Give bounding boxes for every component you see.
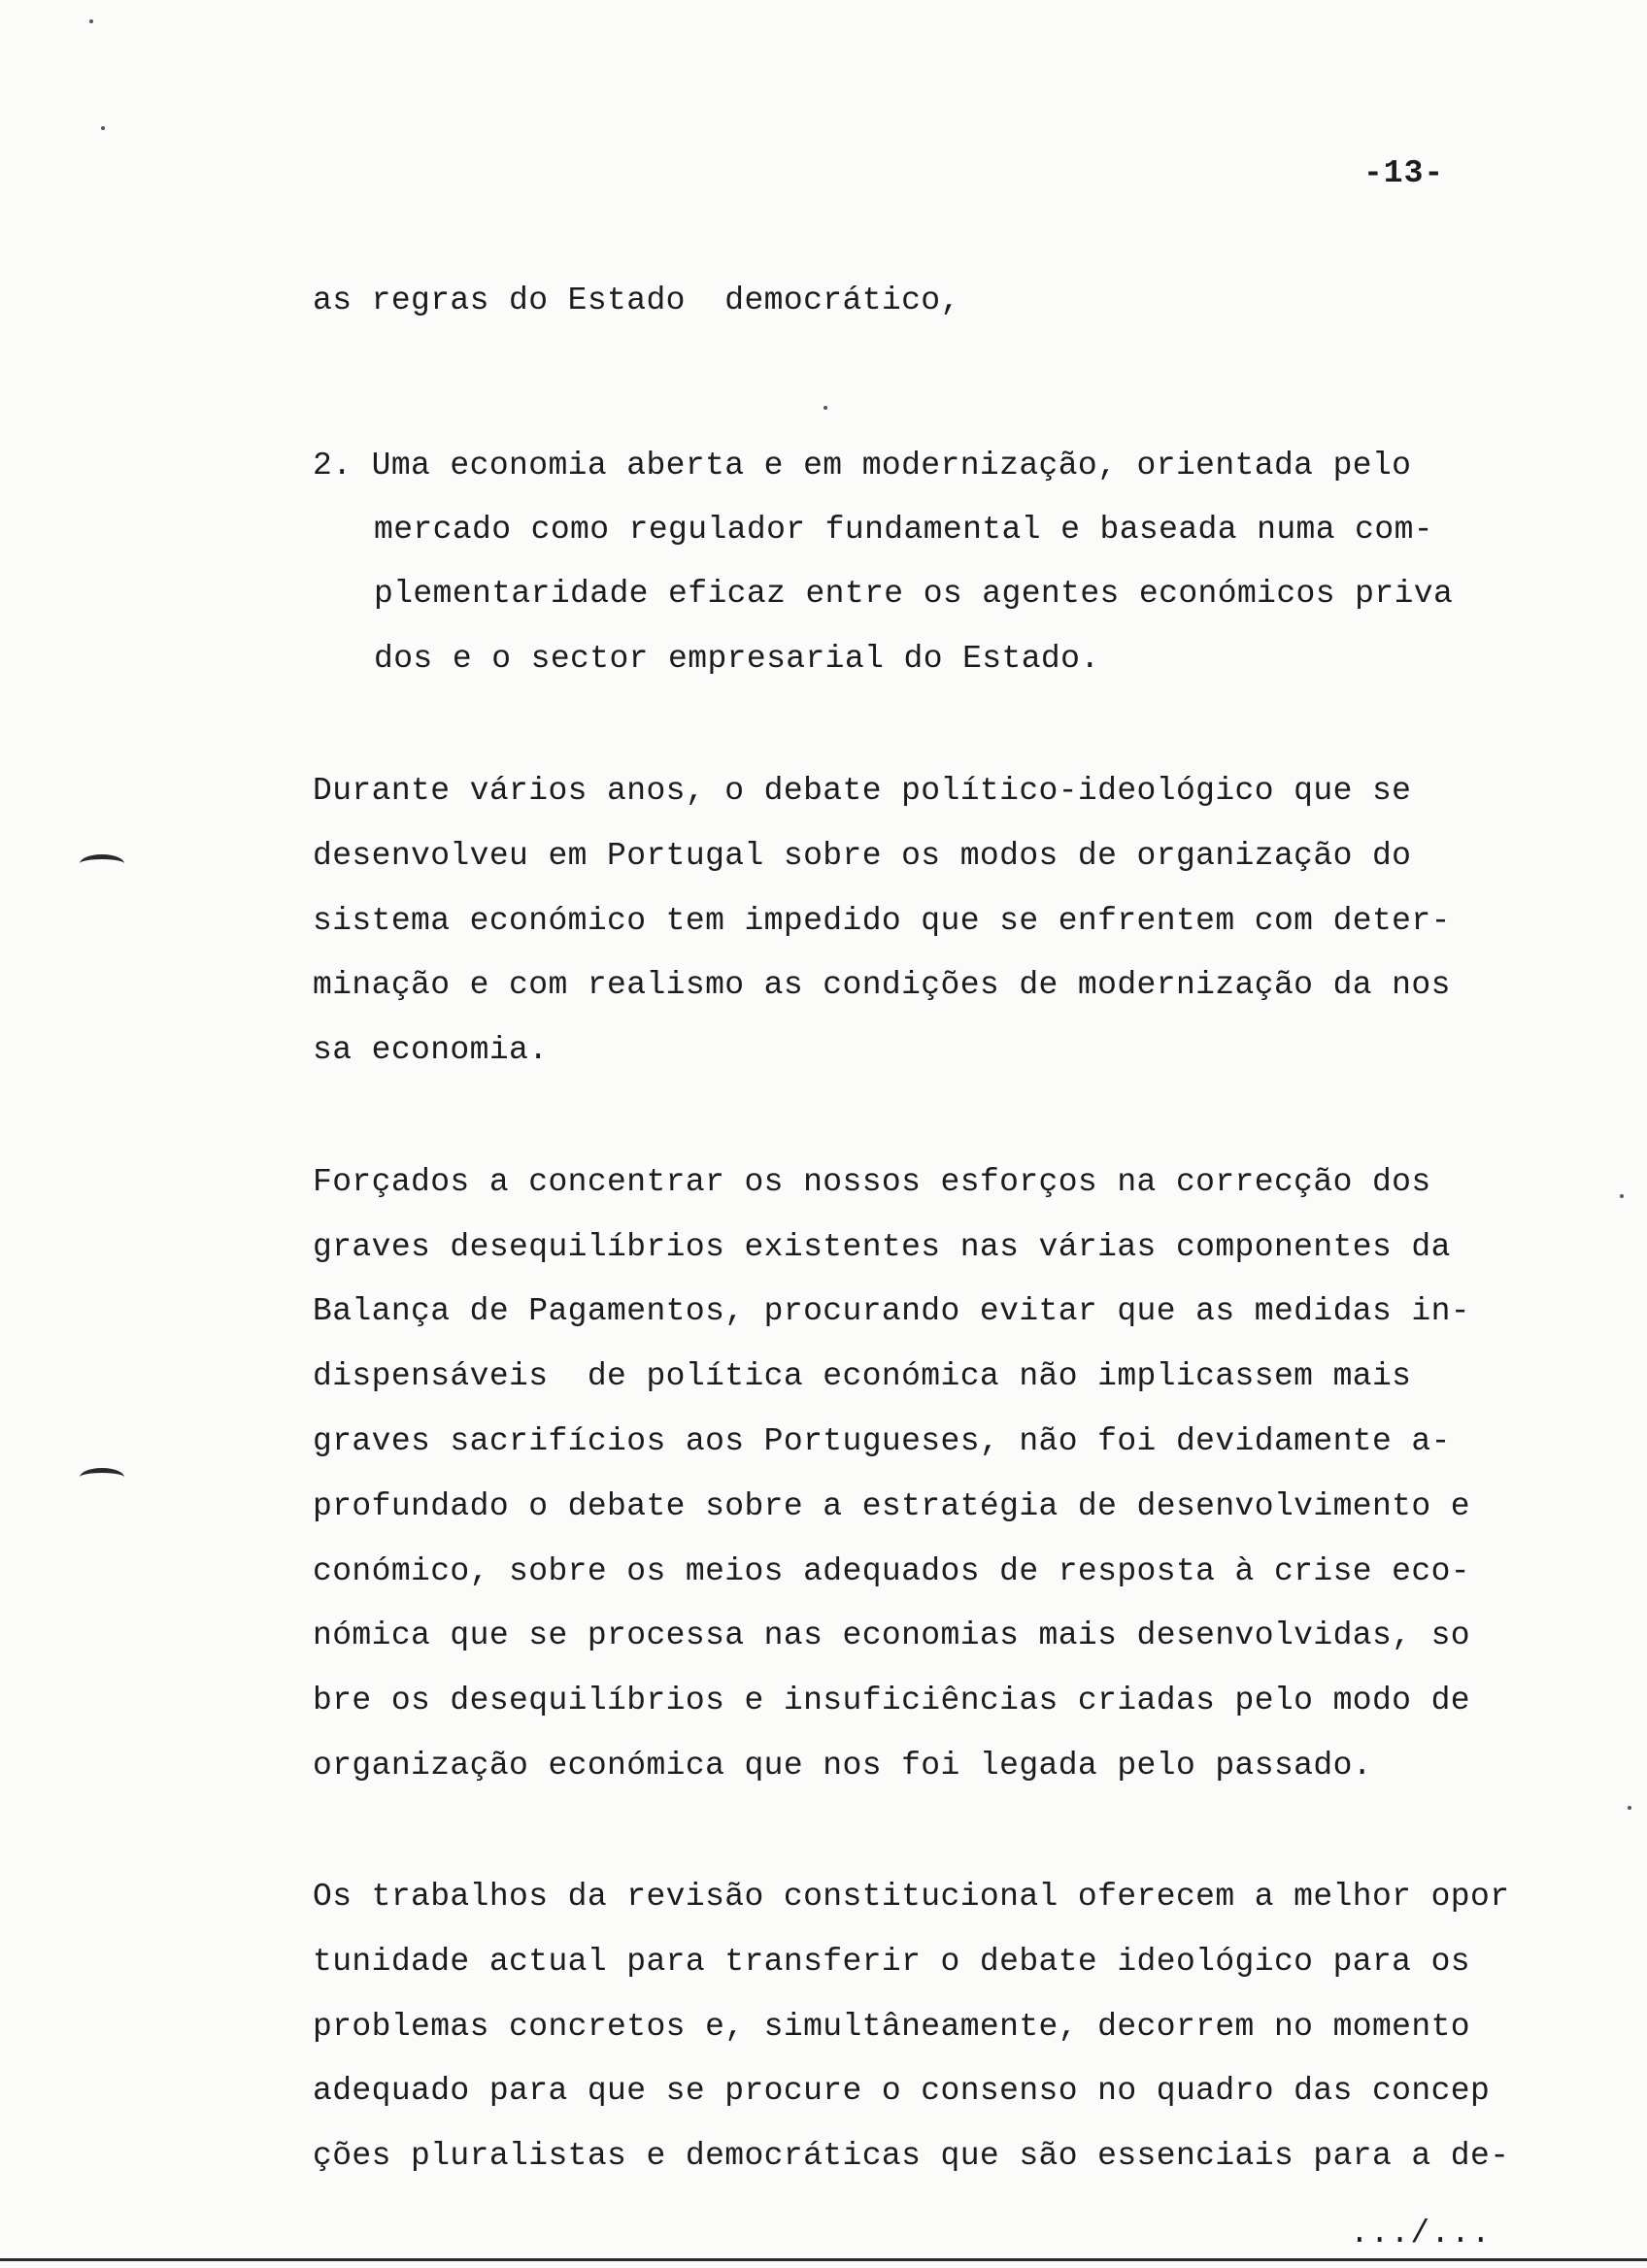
- text-line: plementaridade eficaz entre os agentes económicos priva: [374, 576, 1454, 612]
- scan-speck: [1620, 1194, 1624, 1198]
- text-line: dispensáveis de política económica não implicassem mais: [313, 1358, 1412, 1394]
- text-line: Balança de Pagamentos, procurando evitar que as medidas in-: [313, 1293, 1470, 1329]
- text-line: sa economia.: [313, 1032, 549, 1068]
- scan-speck: [1628, 1806, 1631, 1810]
- continuation-marker: .../...: [1350, 2216, 1492, 2251]
- text-line: Durante vários anos, o debate político-ideológico que se: [313, 773, 1412, 809]
- page-bottom-edge: [0, 2258, 1647, 2261]
- text-line: dos e o sector empresarial do Estado.: [374, 641, 1100, 677]
- text-line: ções pluralistas e democráticas que são essenciais para a de-: [313, 2138, 1510, 2174]
- scan-speck: [101, 126, 105, 130]
- text-line: graves desequilíbrios existentes nas várias componentes da: [313, 1229, 1451, 1265]
- text-line: bre os desequilíbrios e insuficiências criadas pelo modo de: [313, 1683, 1470, 1718]
- text-line: profundado o debate sobre a estratégia de desenvolvimento e: [313, 1488, 1470, 1524]
- text-line: 2. Uma economia aberta e em modernização, orientada pelo: [313, 448, 1412, 484]
- text-line: Os trabalhos da revisão constitucional oferecem a melhor opor: [313, 1879, 1510, 1915]
- text-line: mercado como regulador fundamental e baseada numa com-: [374, 512, 1433, 548]
- text-line: sistema económico tem impedido que se enfrentem com deter-: [313, 903, 1451, 939]
- text-line: as regras do Estado democrático,: [313, 283, 960, 318]
- text-line: nómica que se processa nas economias mais desenvolvidas, so: [313, 1618, 1470, 1653]
- binder-mark: [80, 1468, 124, 1486]
- text-line: adequado para que se procure o consenso no quadro das concep: [313, 2073, 1491, 2109]
- page-number: -13-: [1363, 155, 1445, 191]
- scan-speck: [824, 406, 827, 410]
- text-line: problemas concretos e, simultâneamente, decorrem no momento: [313, 2009, 1470, 2045]
- scan-speck: [89, 19, 93, 23]
- text-line: organização económica que nos foi legada pelo passado.: [313, 1748, 1372, 1784]
- text-line: Forçados a concentrar os nossos esforços na correcção dos: [313, 1164, 1431, 1200]
- binder-mark: [80, 854, 124, 873]
- text-line: graves sacrifícios aos Portugueses, não foi devidamente a-: [313, 1423, 1451, 1459]
- text-line: minação e com realismo as condições de modernização da nos: [313, 967, 1451, 1003]
- text-line: desenvolveu em Portugal sobre os modos de organização do: [313, 838, 1412, 874]
- text-line: tunidade actual para transferir o debate ideológico para os: [313, 1944, 1470, 1980]
- text-line: conómico, sobre os meios adequados de resposta à crise eco-: [313, 1553, 1470, 1589]
